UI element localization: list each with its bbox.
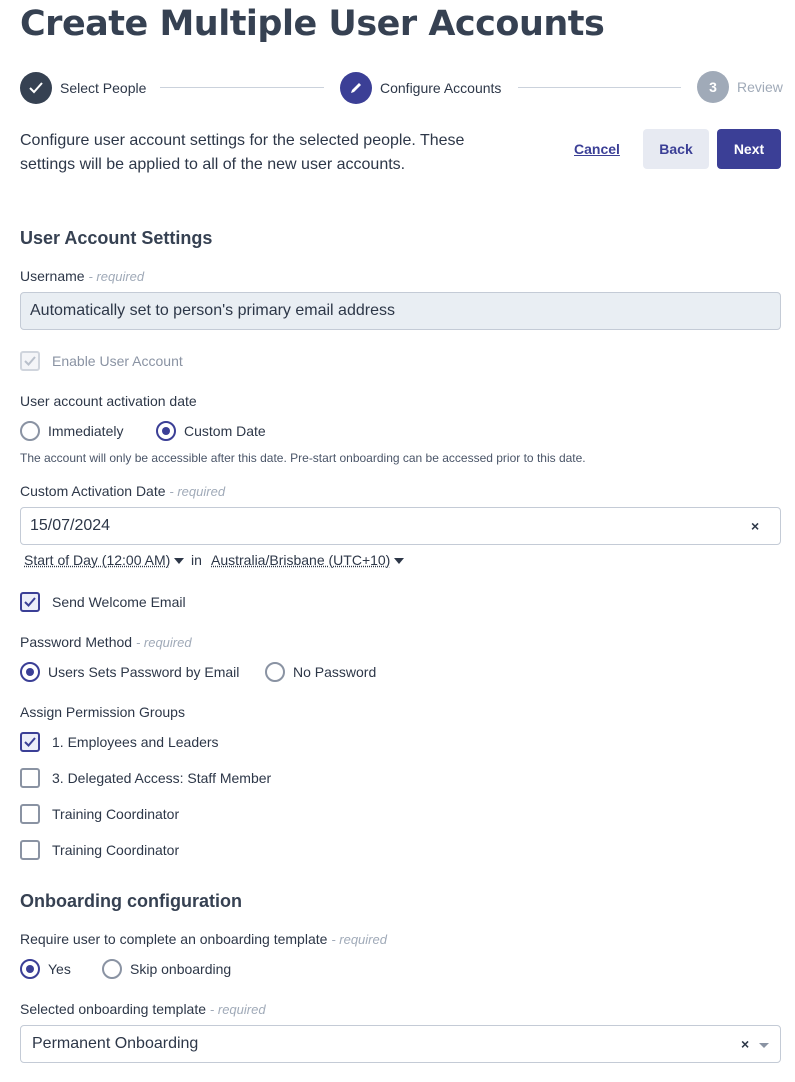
send-welcome-email-checkbox[interactable] (20, 592, 40, 612)
back-button[interactable]: Back (643, 129, 709, 169)
onboarding-yes-radio[interactable] (20, 959, 40, 979)
step-2-label: Configure Accounts (380, 80, 502, 96)
permission-groups-label: Assign Permission Groups (20, 704, 185, 720)
enable-user-account-label: Enable User Account (52, 353, 183, 369)
onboarding-skip-label[interactable]: Skip onboarding (130, 961, 232, 977)
password-method-label (20, 634, 192, 650)
password-email-radio[interactable] (20, 662, 40, 682)
time-of-day-value: Start of Day (12:00 AM) (24, 552, 171, 568)
permission-group-checkbox[interactable] (20, 768, 40, 788)
permission-group-checkbox[interactable] (20, 732, 40, 752)
caret-down-icon (394, 558, 404, 564)
check-icon (24, 737, 36, 747)
stepper (20, 71, 781, 105)
page-title: Create Multiple User Accounts (20, 4, 605, 44)
step-3-label: Review (737, 79, 783, 95)
username-field (20, 292, 781, 330)
required-marker: - required (209, 1002, 266, 1017)
activation-date-label: User account activation date (20, 393, 197, 409)
timezone-dropdown[interactable] (211, 552, 404, 568)
step-1-label: Select People (60, 80, 147, 96)
username-label (20, 268, 144, 284)
caret-down-icon (174, 558, 184, 564)
step-divider (518, 87, 681, 88)
require-onboarding-label-text: Require user to complete an onboarding template (20, 931, 328, 947)
section-title-onboarding: Onboarding configuration (20, 891, 242, 911)
password-none-label[interactable]: No Password (293, 664, 377, 680)
activation-custom-date-radio[interactable] (156, 421, 176, 441)
permission-group-label[interactable]: 3. Delegated Access: Staff Member (52, 770, 272, 786)
permission-group-label[interactable]: Training Coordinator (52, 806, 180, 822)
required-marker: - required (331, 932, 387, 947)
clear-date-icon[interactable]: × (751, 518, 760, 534)
check-icon (24, 356, 36, 366)
step-divider (160, 87, 324, 88)
permission-group-checkbox[interactable] (20, 804, 40, 824)
step-1-complete-icon (20, 72, 52, 104)
required-marker: - required (169, 484, 226, 499)
activation-custom-date-label[interactable]: Custom Date (184, 423, 266, 439)
clear-template-icon[interactable]: × (741, 1036, 750, 1052)
permission-group-checkbox[interactable] (20, 840, 40, 860)
step-3-number: 3 (709, 79, 717, 95)
custom-date-label-text: Custom Activation Date (20, 483, 166, 499)
password-method-label-text: Password Method (20, 634, 133, 650)
required-marker: - required (135, 635, 192, 650)
activation-immediately-label[interactable]: Immediately (48, 423, 124, 439)
password-none-radio[interactable] (265, 662, 285, 682)
onboarding-yes-label[interactable]: Yes (48, 961, 71, 977)
check-icon (24, 597, 36, 607)
custom-date-input[interactable] (20, 507, 781, 545)
username-value: Automatically set to person's primary email address (30, 302, 395, 319)
onboarding-template-select[interactable] (20, 1025, 781, 1063)
intro-text: Configure user account settings for the selected people. These settings will be applied to all of the new user accounts. (20, 132, 465, 173)
custom-date-value: 15/07/2024 (30, 517, 111, 534)
next-button[interactable]: Next (717, 129, 781, 169)
activation-immediately-radio[interactable] (20, 421, 40, 441)
password-email-label[interactable]: Users Sets Password by Email (48, 664, 240, 680)
enable-user-account-checkbox (20, 351, 40, 371)
step-2-pencil-icon (340, 72, 372, 104)
custom-date-label (20, 483, 225, 499)
time-of-day-dropdown[interactable] (24, 552, 184, 568)
onboarding-template-label (20, 1001, 266, 1017)
send-welcome-email-label[interactable]: Send Welcome Email (52, 594, 186, 610)
onboarding-template-label-text: Selected onboarding template (20, 1001, 207, 1017)
timezone-value: Australia/Brisbane (UTC+10) (211, 552, 391, 568)
activation-hint: The account will only be accessible after this date. Pre-start onboarding can be accessed prior to this date. (20, 451, 586, 465)
permission-group-label[interactable]: 1. Employees and Leaders (52, 734, 219, 750)
cancel-button[interactable]: Cancel (574, 141, 620, 157)
chevron-down-icon[interactable] (759, 1043, 769, 1048)
onboarding-skip-radio[interactable] (102, 959, 122, 979)
onboarding-template-value: Permanent Onboarding (32, 1035, 199, 1052)
required-marker: - required (88, 269, 145, 284)
in-text: in (191, 552, 202, 568)
require-onboarding-label (20, 931, 387, 947)
username-label-text: Username (20, 268, 85, 284)
section-title-account-settings: User Account Settings (20, 228, 213, 248)
permission-group-label[interactable]: Training Coordinator (52, 842, 180, 858)
step-3-circle (697, 71, 729, 103)
